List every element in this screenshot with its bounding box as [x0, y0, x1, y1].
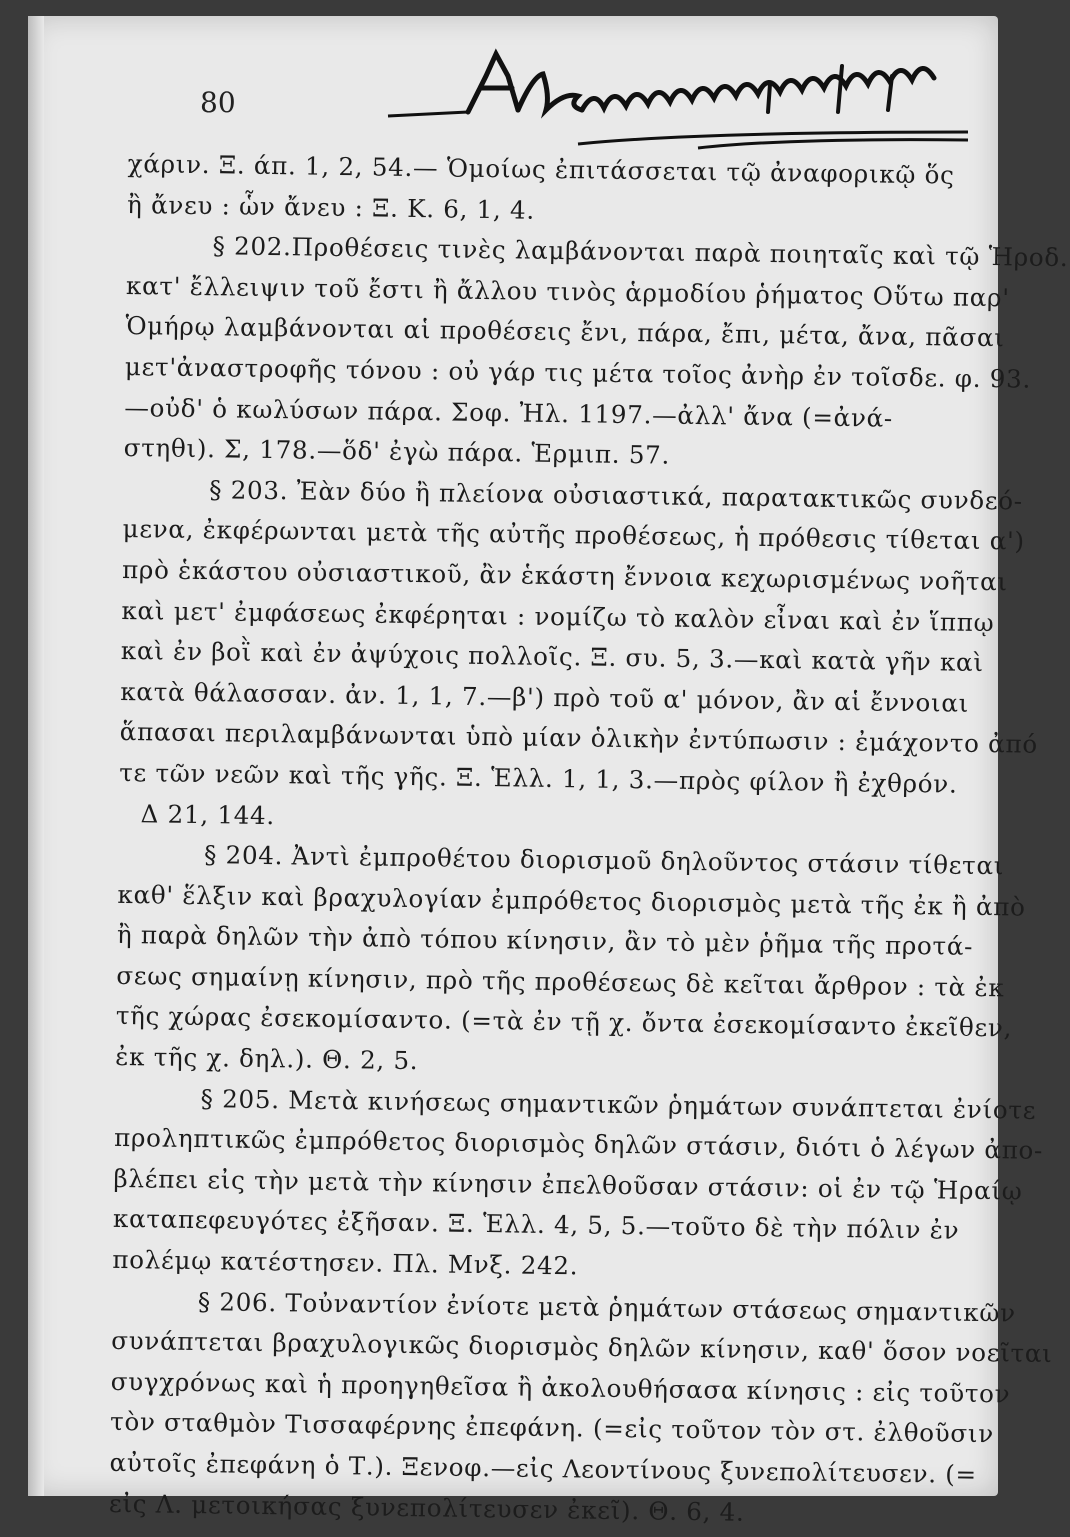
text-line: καταπεφευγότες ἐξῆσαν. Ξ. Ἑλλ. 4, 5, 5.—τοῦτο δὲ τὴν πόλιν ἐν — [112, 1204, 960, 1246]
text-line: —οὐδ' ὁ κωλύσων πάρα. Σοφ. Ἠλ. 1197.—ἀλλ' ἄνα (=ἀνά- — [124, 392, 894, 433]
text-line: βλέπει εἰς τὴν μετὰ τὴν κίνησιν ἐπελθοῦσαν στάσιν: οἱ ἐν τῷ Ἡραίῳ — [113, 1163, 1023, 1206]
text-line: τε τῶν νεῶν καὶ τῆς γῆς. Ξ. Ἑλλ. 1, 1, 3.—πρὸς φίλον ἢ ἐχθρόν. — [119, 757, 958, 799]
text-line: καθ' ἕλξιν καὶ βραχυλογίαν ἐμπρόθετος διορισμὸς μετὰ τῆς ἐκ ἢ ἀπὸ — [117, 879, 1026, 922]
text-line: πολέμῳ κατέστησεν. Πλ. Μνξ. 242. — [112, 1244, 579, 1281]
page-number: 80 — [200, 86, 236, 119]
page-gutter-shadow — [28, 16, 44, 1496]
text-line: μετ'ἀναστροφῆς τόνου : οὐ γάρ τις μέτα τοῖος ἀνὴρ ἐν τοῖσδε. φ. 93. — [124, 351, 1032, 394]
text-line: τῆς χώρας ἐσεκομίσαντο. (=τὰ ἐν τῇ χ. ὄντα ἐσεκομίσαντο ἐκεῖθεν, — [115, 1001, 1013, 1043]
handwritten-signature — [368, 36, 993, 166]
text-line: συγχρόνως καὶ ἡ προηγηθεῖσα ἢ ἀκολουθήσασα κίνησις : εἰς τοῦτον — [110, 1366, 1011, 1409]
paragraph-202-start: § 202.Προθέσεις τινὲς λαμβάνονται παρὰ ποιηταῖς καὶ τῷ Ἡροδ. — [212, 231, 1069, 273]
paragraph-203-start: § 203. Ἐὰν δύο ἢ πλείονα οὐσιαστικά, παρατακτικῶς συνδεό- — [208, 474, 1024, 516]
text-line: σεως σημαίνῃ κίνησιν, πρὸ τῆς προθέσεως δὲ κεῖται ἄρθρον : τὰ ἐκ — [116, 960, 1005, 1003]
text-line: κατὰ θάλασσαν. ἀν. 1, 1, 7.—β') πρὸ τοῦ α' μόνον, ἂν αἱ ἔννοιαι — [120, 676, 970, 718]
text-line: ἐκ τῆς χ. δηλ.). Θ. 2, 5. — [115, 1041, 419, 1076]
text-line: εἰς Λ. μετοικήσας ξυνεπολίτευσεν ἐκεῖ). Θ. 6, 4. — [108, 1488, 745, 1527]
text-line: ἅπασαι περιλαμβάνωνται ὑπὸ μίαν ὁλικὴν ἐντύπωσιν : ἐμάχοντο ἀπό — [119, 717, 1039, 760]
paragraph-204-start: § 204. Ἀντὶ ἐμπροθέτου διορισμοῦ δηλοῦντος στάσιν τίθεται — [203, 840, 1005, 881]
text-line: συνάπτεται βραχυλογικῶς διορισμὸς δηλῶν κίνησιν, καθ' ὅσον νοεῖται — [111, 1326, 1053, 1369]
paragraph-206-start: § 206. Τοὐναντίον ἐνίοτε μετὰ ῥημάτων στάσεως σημαντικῶν — [197, 1286, 1016, 1328]
text-line: στηθι). Σ, 178.—ὅδ' ἐγὼ πάρα. Ἑρμιπ. 57. — [123, 433, 671, 470]
text-line: μενα, ἐκφέρωνται μετὰ τῆς αὐτῆς προθέσεως, ἡ πρόθεσις τίθεται α') — [122, 514, 1025, 556]
body-text — [108, 144, 1069, 1536]
text-line: αὐτοῖς ἐπεφάνη ὁ Τ.). Ξενοφ.—εἰς Λεοντίνους ξυνεπολίτευσεν. (= — [109, 1447, 978, 1489]
text-line: Δ 21, 144. — [140, 798, 276, 830]
text-line: ἢ παρὰ δηλῶν τὴν ἀπὸ τόπου κίνησιν, ἂν τὸ μὲν ῥῆμα τῆς προτά- — [116, 920, 974, 962]
text-line: κατ' ἔλλειψιν τοῦ ἔστι ἢ ἄλλου τινὸς ἁρμοδίου ῥήματος Οὕτω παρ' — [125, 270, 1010, 313]
text-line: καὶ μετ' ἐμφάσεως ἐκφέρηται : νομίζω τὸ καλὸν εἶναι καὶ ἐν ἵππῳ — [121, 595, 995, 637]
paragraph-205-start: § 205. Μετὰ κινήσεως σημαντικῶν ῥημάτων συνάπτεται ἐνίοτε — [200, 1083, 1037, 1125]
text-line: πρὸ ἑκάστου οὐσιαστικοῦ, ἂν ἑκάστη ἔννοια κεχωρισμένως νοῆται — [121, 554, 1008, 597]
text-line: προληπτικῶς ἐμπρόθετος διορισμὸς δηλῶν στάσιν, διότι ὁ λέγων ἀπο- — [113, 1123, 1044, 1166]
text-line: χάριν. Ξ. άπ. 1, 2, 54.— Ὁμοίως ἐπιτάσσεται τῷ ἀναφορικῷ ὅς — [127, 148, 955, 190]
text-line: Ὁμήρῳ λαμβάνονται αἱ προθέσεις ἔνι, πάρα, ἔπι, μέτα, ἄνα, πᾶσαι — [125, 311, 1005, 353]
text-line: ἢ ἄνευ : ὧν ἄνευ : Ξ. Κ. 6, 1, 4. — [126, 189, 536, 225]
text-line: τὸν σταθμὸν Τισσαφέρνης ἐπεφάνη. (=εἰς τοῦτον τὸν στ. ἐλθοῦσιν — [109, 1407, 995, 1449]
book-page — [28, 16, 1069, 1527]
text-line: καὶ ἐν βοῒ καὶ ἐν ἀψύχοις πολλοῖς. Ξ. συ. 5, 3.—καὶ κατὰ γῆν καὶ — [120, 636, 984, 678]
